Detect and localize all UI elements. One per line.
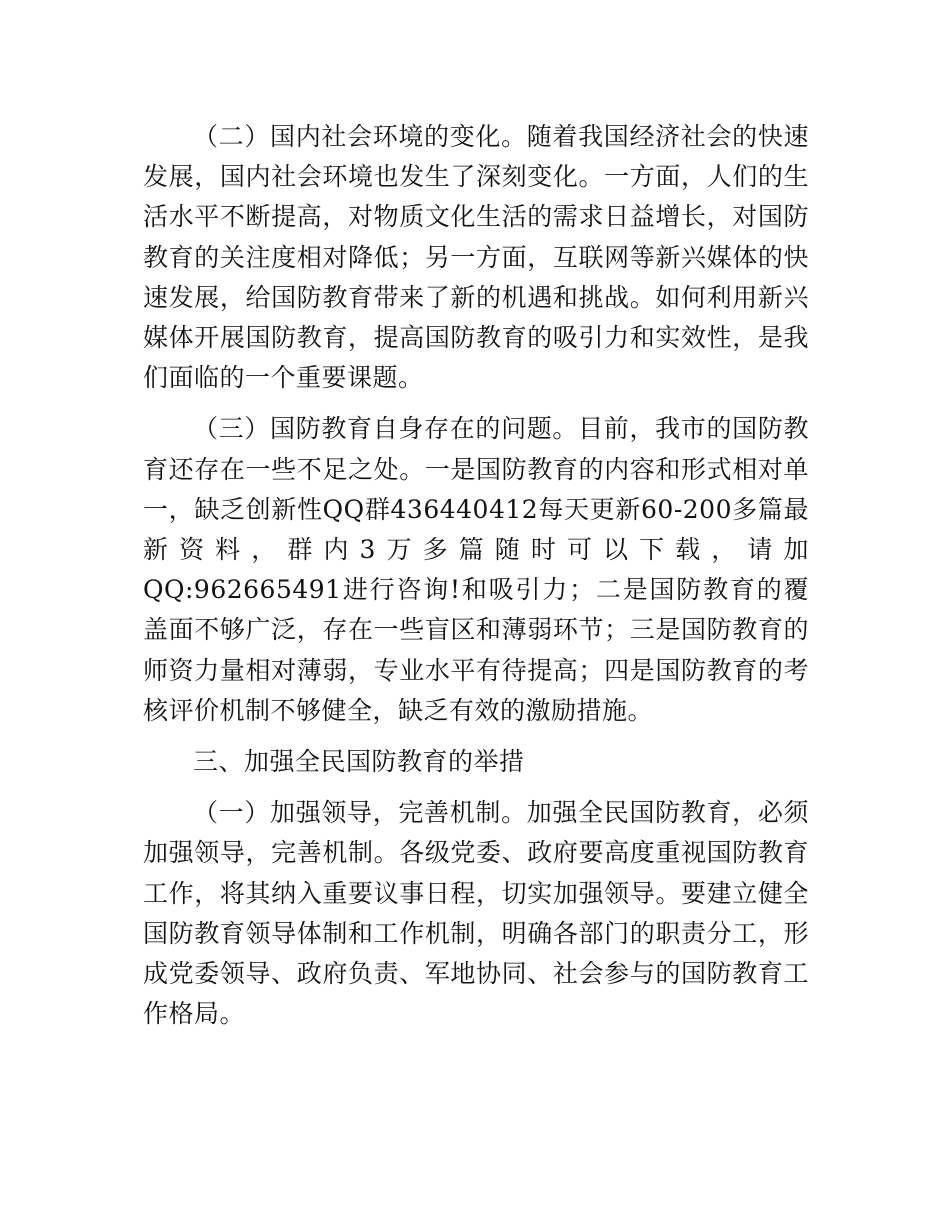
paragraph-gap	[143, 731, 809, 742]
paragraph-gap	[143, 398, 809, 409]
paragraph-domestic-environment: （二）国内社会环境的变化。随着我国经济社会的快速发展，国内社会环境也发生了深刻变化。一方面，人们的生活水平不断提高，对物质文化生活的需求日益增长，对国防教育的关注度相对降低；另一方面，互联网等新兴媒体的快速发展，给国防教育带来了新的机遇和挑战。如何利用新兴媒体开展国防教育，提高国防教育的吸引力和实效性，是我们面临的一个重要课题。	[143, 122, 809, 393]
document-body	[143, 117, 809, 1034]
paragraph-leadership-mechanism: （一）加强领导，完善机制。加强全民国防教育，必须加强领导，完善机制。各级党委、政府要高度重视国防教育工作，将其纳入重要议事日程，切实加强领导。要建立健全国防教育领导体制和工作机制，明确各部门的职责分工，形成党委领导、政府负责、军地协同、社会参与的国防教育工作格局。	[143, 798, 809, 1029]
paragraph-existing-problems: （三）国防教育自身存在的问题。目前，我市的国防教育还存在一些不足之处。一是国防教育的内容和形式相对单一，缺乏创新性QQ群436440412每天更新60-200多篇最新资料，群内3万多篇随时可以下载，请加QQ:962665491进行咨询!和吸引力；二是国防教育的覆盖面不够广泛，存在一些盲区和薄弱环节；三是国防教育的师资力量相对薄弱，专业水平有待提高；四是国防教育的考核评价机制不够健全，缺乏有效的激励措施。	[143, 414, 809, 725]
section-heading-measures: 三、加强全民国防教育的举措	[193, 747, 525, 777]
paragraph-gap	[143, 782, 809, 793]
